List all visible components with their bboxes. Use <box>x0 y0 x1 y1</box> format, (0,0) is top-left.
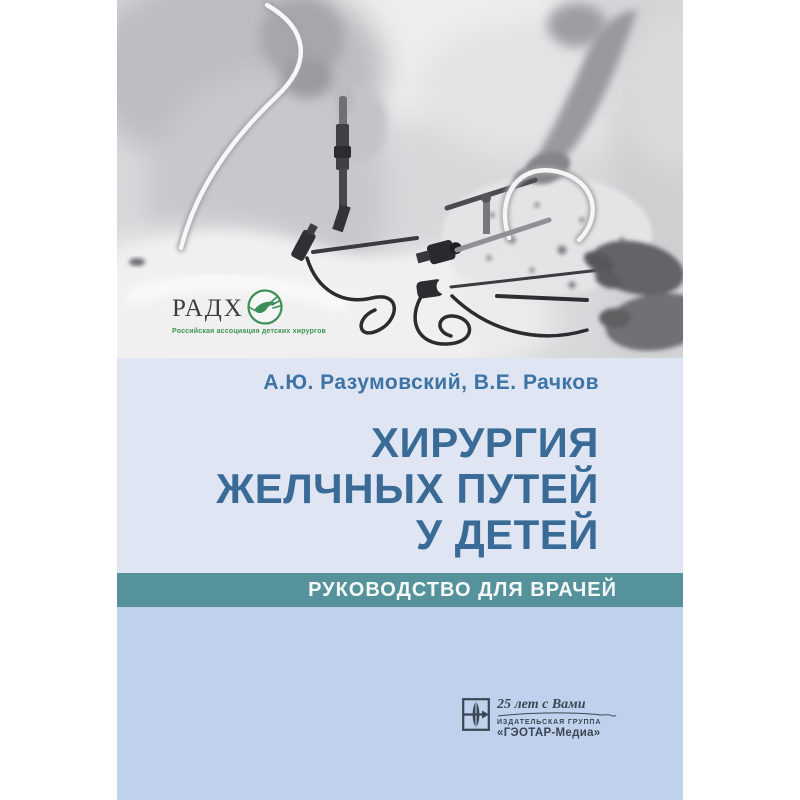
geotar-lens-arrow-icon <box>462 698 490 731</box>
association-logo-row <box>172 292 326 326</box>
authors-line: А.Ю. Разумовский, В.Е. Рачков <box>263 371 599 394</box>
swan-bird-icon <box>246 288 284 326</box>
association-acronym: РАДХ <box>172 295 244 322</box>
publisher-text-block <box>497 695 617 739</box>
subtitle-text: РУКОВОДСТВО ДЛЯ ВРАЧЕЙ <box>308 579 617 601</box>
title-line-1: ХИРУРГИЯ <box>371 419 599 466</box>
publisher-group-label: ИЗДАТЕЛЬСКАЯ ГРУППА <box>497 719 602 726</box>
publisher-logo <box>462 695 617 739</box>
title-line-2: ЖЕЛЧНЫХ ПУТЕЙ <box>216 465 599 512</box>
book-cover <box>117 0 683 800</box>
association-caption: Российская ассоциация детских хирургов <box>172 328 327 335</box>
subtitle-band <box>117 573 683 607</box>
association-logo <box>172 292 326 335</box>
publisher-name: «ГЭОТАР-Медиа» <box>497 727 601 739</box>
title-section <box>117 358 683 573</box>
cover-photo <box>117 0 683 358</box>
script-flourish-icon <box>497 711 617 718</box>
book-title <box>117 420 683 558</box>
publisher-section <box>117 607 683 800</box>
anniversary-script: 25 лет с Вами <box>497 697 586 712</box>
title-line-3: У ДЕТЕЙ <box>415 511 599 558</box>
